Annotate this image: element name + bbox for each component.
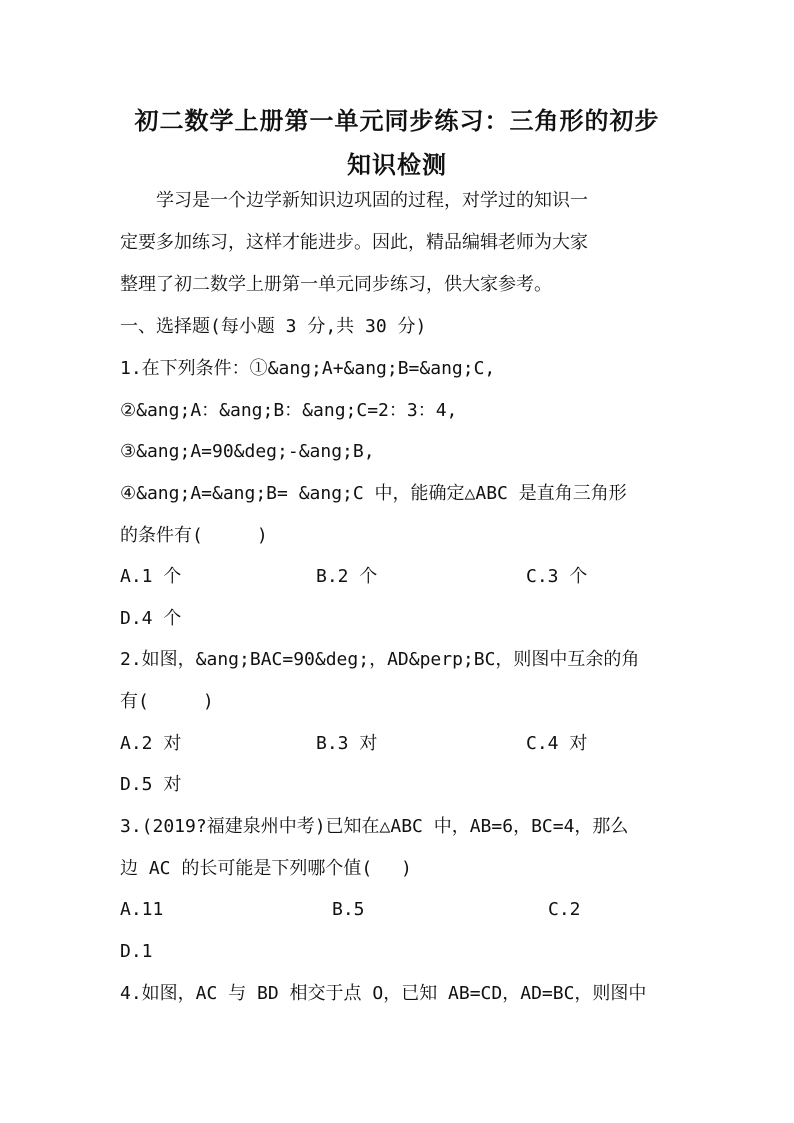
q3-line-2: 边 AC 的长可能是下列哪个值( ) [120, 858, 412, 879]
document-title-line-2: 知识检测 [347, 150, 447, 179]
section-heading: 一、选择题(每小题 3 分,共 30 分) [120, 316, 427, 337]
q2-option-d: D.5 对 [120, 774, 182, 795]
q1-line-4: ④&ang;A=&ang;B= &ang;C 中，能确定△ABC 是直角三角形 [120, 483, 627, 504]
intro-paragraph-line-3: 整理了初二数学上册第一单元同步练习，供大家参考。 [120, 274, 552, 295]
q1-option-c: C.3 个 [526, 566, 588, 587]
q3-option-a: A.11 [120, 899, 164, 920]
q4-line-1: 4.如图，AC 与 BD 相交于点 O，已知 AB=CD，AD=BC，则图中 [120, 983, 647, 1004]
q3-option-d: D.1 [120, 941, 153, 962]
q1-line-1: 1.在下列条件：①&ang;A+&ang;B=&ang;C, [120, 358, 496, 379]
q1-option-d: D.4 个 [120, 608, 182, 629]
intro-paragraph-line-2: 定要多加练习，这样才能进步。因此，精品编辑老师为大家 [120, 232, 588, 253]
q2-line-2: 有( ) [120, 691, 214, 712]
document-title-line-1: 初二数学上册第一单元同步练习：三角形的初步 [134, 106, 660, 135]
q2-option-c: C.4 对 [526, 733, 588, 754]
q3-option-b: B.5 [332, 899, 365, 920]
q1-line-5: 的条件有( ) [120, 525, 268, 546]
intro-paragraph-line-1: 学习是一个边学新知识边巩固的过程，对学过的知识一 [120, 190, 588, 211]
q3-option-c: C.2 [548, 899, 581, 920]
q2-line-1: 2.如图，&ang;BAC=90&deg;，AD&perp;BC，则图中互余的角 [120, 649, 640, 670]
q1-line-2: ②&ang;A：&ang;B：&ang;C=2：3：4, [120, 400, 458, 421]
q2-option-a: A.2 对 [120, 733, 182, 754]
q2-option-b: B.3 对 [316, 733, 378, 754]
q1-option-b: B.2 个 [316, 566, 378, 587]
q1-line-3: ③&ang;A=90&deg;-&ang;B, [120, 441, 375, 462]
q3-line-1: 3.(2019?福建泉州中考)已知在△ABC 中，AB=6，BC=4，那么 [120, 816, 629, 837]
q1-option-a: A.1 个 [120, 566, 182, 587]
